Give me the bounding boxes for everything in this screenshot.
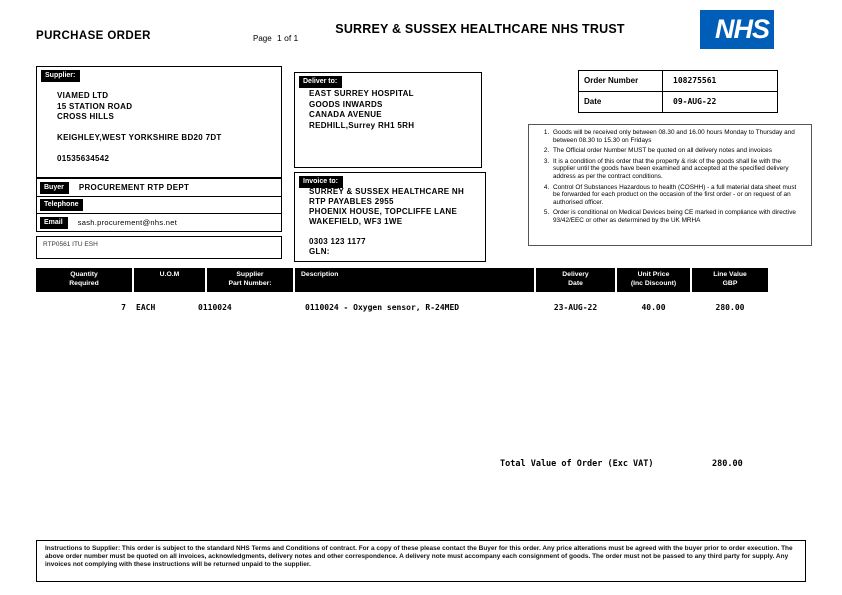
order-date-label: Date — [579, 92, 663, 112]
invoice-address-line: PHOENIX HOUSE, TOPCLIFFE LANE — [309, 207, 458, 216]
deliver-address-line: CANADA AVENUE — [309, 110, 382, 119]
email-label: Email — [40, 217, 68, 229]
instructions-text: Instructions to Supplier: This order is subject to the standard NHS Terms and Conditions of contract. For a copy of these please contact the Buyer for this order. Any price alterations must be agreed with the buyer prior to order execution. The above order number must be quoted on all invoices, acknowledgments, delivery notes and other correspondence. A delivery note must accompany each consignment of goods. The order must not be passed to any third party for supply. Any invoices not complying with these instructions will be returned unpaid to the supplier. — [45, 545, 793, 569]
page-label: Page — [253, 34, 272, 43]
deliver-to-address — [309, 89, 414, 131]
order-date-value: 09-AUG-22 — [673, 97, 717, 106]
condition-item: 2. The Official order Number MUST be quoted on all delivery notes and invoices — [551, 147, 805, 155]
condition-item: 5. Order is conditional on Medical Devices being CE marked in compliance with directive 93/42/EEC or other as determined by the UK MRHA — [551, 209, 805, 224]
buyer-reference: RTP0561 ITU ESH — [43, 241, 98, 248]
deliver-to-box — [294, 72, 482, 168]
col-header-uom: U.O.M — [134, 268, 205, 292]
doc-title: PURCHASE ORDER — [36, 30, 151, 42]
total-label: Total Value of Order (Exc VAT) — [500, 459, 654, 469]
order-date-row — [579, 92, 777, 112]
buyer-section — [36, 178, 282, 232]
row-description: 0110024 - Oxygen sensor, R-24MED — [305, 303, 460, 312]
supplier-address-line: VIAMED LTD — [57, 91, 109, 100]
row-delivery-date: 23-AUG-22 — [553, 303, 598, 312]
col-header-quantity: Quantity Required — [36, 268, 132, 292]
condition-item: 3. It is a condition of this order that the property & risk of the goods shall lie with the supplier until the goods have been examined and accepted at the specified delivery address as per the contract conditions. — [551, 158, 805, 181]
row-part-number: 0110024 — [198, 303, 232, 312]
invoice-phone: 0303 123 1177 — [309, 237, 366, 246]
col-header-description: Description — [295, 268, 534, 292]
buyer-row — [36, 178, 282, 197]
organisation-title: SURREY & SUSSEX HEALTHCARE NHS TRUST — [335, 22, 625, 36]
row-line-value: 280.00 — [715, 303, 745, 312]
invoice-address-line — [309, 227, 464, 237]
nhs-logo — [700, 10, 774, 49]
deliver-address-line: EAST SURREY HOSPITAL — [309, 89, 414, 98]
page-number: 1 of 1 — [277, 33, 299, 43]
supplier-address — [57, 91, 222, 165]
supplier-address-line: 15 STATION ROAD — [57, 101, 133, 111]
supplier-address-line — [57, 144, 222, 155]
supplier-address-line: CROSS HILLS — [57, 112, 115, 121]
condition-item: 1. Goods will be received only between 08.30 and 16.00 hours Monday to Thursday and between 08.30 to 15.30 on Fridays — [551, 129, 805, 144]
telephone-label: Telephone — [40, 199, 83, 211]
invoice-address-line: SURREY & SUSSEX HEALTHCARE NH — [309, 187, 465, 196]
col-header-supplier-part: Supplier Part Number: — [207, 268, 293, 292]
telephone-row — [36, 196, 282, 215]
deliver-to-label: Deliver to: — [299, 76, 342, 88]
invoice-to-label: Invoice to: — [299, 176, 343, 188]
supplier-phone: 01535634542 — [57, 154, 110, 163]
order-number-value: 108275561 — [673, 76, 717, 85]
order-info-table — [578, 70, 778, 113]
supplier-label: Supplier: — [41, 70, 80, 82]
order-number-row — [579, 71, 777, 92]
row-unit-price: 40.00 — [641, 303, 666, 312]
supplier-address-line — [57, 123, 222, 134]
supplier-address-line: KEIGHLEY,WEST YORKSHIRE BD20 7DT — [57, 133, 222, 142]
invoice-address-line: WAKEFIELD, WF3 1WE — [309, 217, 403, 226]
supplier-box — [36, 66, 282, 178]
buyer-label: Buyer — [40, 182, 69, 194]
deliver-address-line: REDHILL,Surrey RH1 5RH — [309, 120, 415, 130]
instructions-to-supplier-box — [36, 540, 806, 582]
condition-item: 4. Control Of Substances Hazardous to health (COSHH) - a full material data sheet must be forwarded for each product on the occasion of the first order - or on request of an authorised officer. — [551, 184, 805, 207]
invoice-gln: GLN: — [309, 247, 330, 256]
invoice-to-address — [309, 187, 464, 257]
email-value: sash.procurement@nhs.net — [77, 218, 178, 227]
total-value: 280.00 — [712, 459, 743, 469]
order-number-label: Order Number — [579, 71, 663, 91]
invoice-address-line: RTP PAYABLES 2955 — [309, 197, 394, 206]
email-row — [36, 213, 282, 232]
conditions-box — [528, 124, 812, 246]
row-quantity: 7 — [121, 303, 126, 312]
invoice-to-box — [294, 172, 486, 262]
buyer-reference-box — [36, 236, 282, 259]
conditions-list — [529, 129, 811, 225]
buyer-value: PROCUREMENT RTP DEPT — [78, 183, 190, 192]
col-header-delivery-date: Delivery Date — [536, 268, 615, 292]
nhs-logo-text: NHS — [714, 14, 769, 44]
col-header-line-value: Line Value GBP — [692, 268, 768, 292]
row-uom: EACH — [136, 303, 156, 312]
deliver-address-line: GOODS INWARDS — [309, 99, 383, 109]
col-header-unit-price: Unit Price (Inc Discount) — [617, 268, 690, 292]
